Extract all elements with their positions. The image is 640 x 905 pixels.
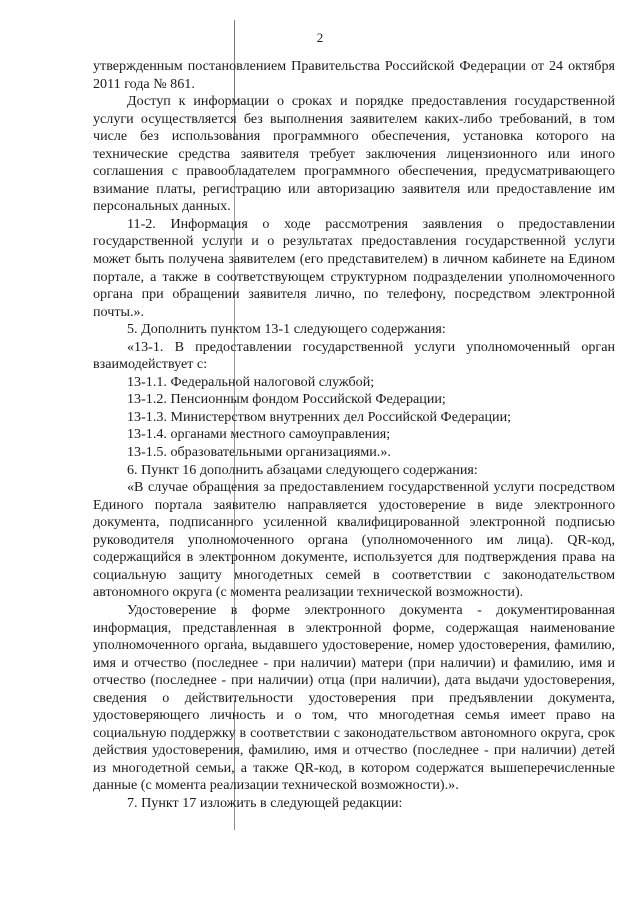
paragraph: Удостоверение в форме электронного документа - документированная информация, представленная в электронной форме, содержащая наименование уполномоченного органа, выдавшего удостоверение, номер удостоверения, фамилию, имя и отчество (последнее - при наличии) матери (при наличии) и фамилию, имя и отчество (последнее - при наличии) отца (при наличии), дата выдачи удостоверения, сведения о действительности удостоверения при предъявлении документа, удостоверяющего личность и о том, что многодетная семья имеет право на социальную поддержку в соответствии с законодательством автономного округа, срок действия удостоверения, фамилию, имя и отчество (последнее - при наличии) детей из многодетной семьи, а также QR-код, в котором содержатся вышеперечисленные данные (с момента реализации технической возможности).».: [93, 601, 615, 794]
paragraph: 13-1.3. Министерством внутренних дел Российской Федерации;: [127, 408, 512, 425]
paragraph: 6. Пункт 16 дополнить абзацами следующего содержания:: [127, 461, 478, 478]
paragraph: утвержденным постановлением Правительства Российской Федерации от 24 октября 2011 года № 861.: [93, 58, 615, 92]
paragraph: 13-1.5. образовательными организациями.».: [127, 444, 391, 461]
paragraph: 11-2. Информация о ходе рассмотрения заявления о предоставлении государственной услуги и о результатах предоставления государственной услуги может быть получена заявителем (его представителем) в личном кабинете на Едином портале, а также в соответствующем структурном подразделении уполномоченного органа при обращении заявителя лично, по телефону, посредством электронной почты.».: [93, 215, 615, 320]
paragraph: Доступ к информации о сроках и порядке предоставления государственной услуги осуществляется без выполнения заявителем каких-либо требований, в том числе без использования программного обеспечения, установка которого на технические средства заявителя требует заключения лицензионного или иного соглашения с правообладателем программного обеспечения, предусматривающего взимание платы, регистрацию или авторизацию заявителя или предоставление им персональных данных.: [93, 93, 615, 215]
paragraph: 13-1.4. органами местного самоуправления;: [127, 426, 391, 443]
paragraph: 13-1.1. Федеральной налоговой службой;: [127, 373, 375, 390]
document-body: [93, 58, 615, 813]
paragraph: 13-1.2. Пенсионным фондом Российской Федерации;: [127, 391, 446, 408]
paragraph: «13-1. В предоставлении государственной услуги уполномоченный орган взаимодействует с:: [93, 338, 615, 373]
paragraph: «В случае обращения за предоставлением государственной услуги посредством Единого портала заявителю направляется удостоверение в виде электронного документа, подписанного усиленной квалифицированной электронной подписью руководителя уполномоченного органа (уполномоченного им лица). QR-код, содержащийся в электронном документе, используется для подтверждения права на социальную защиту многодетных семей в соответствии с законодательством автономного округа (с момента реализации технической возможности).: [93, 479, 615, 601]
paragraph: 7. Пункт 17 изложить в следующей редакции:: [127, 794, 403, 811]
page-number: 2: [316, 30, 324, 45]
paragraph: 5. Дополнить пунктом 13-1 следующего содержания:: [127, 321, 446, 338]
